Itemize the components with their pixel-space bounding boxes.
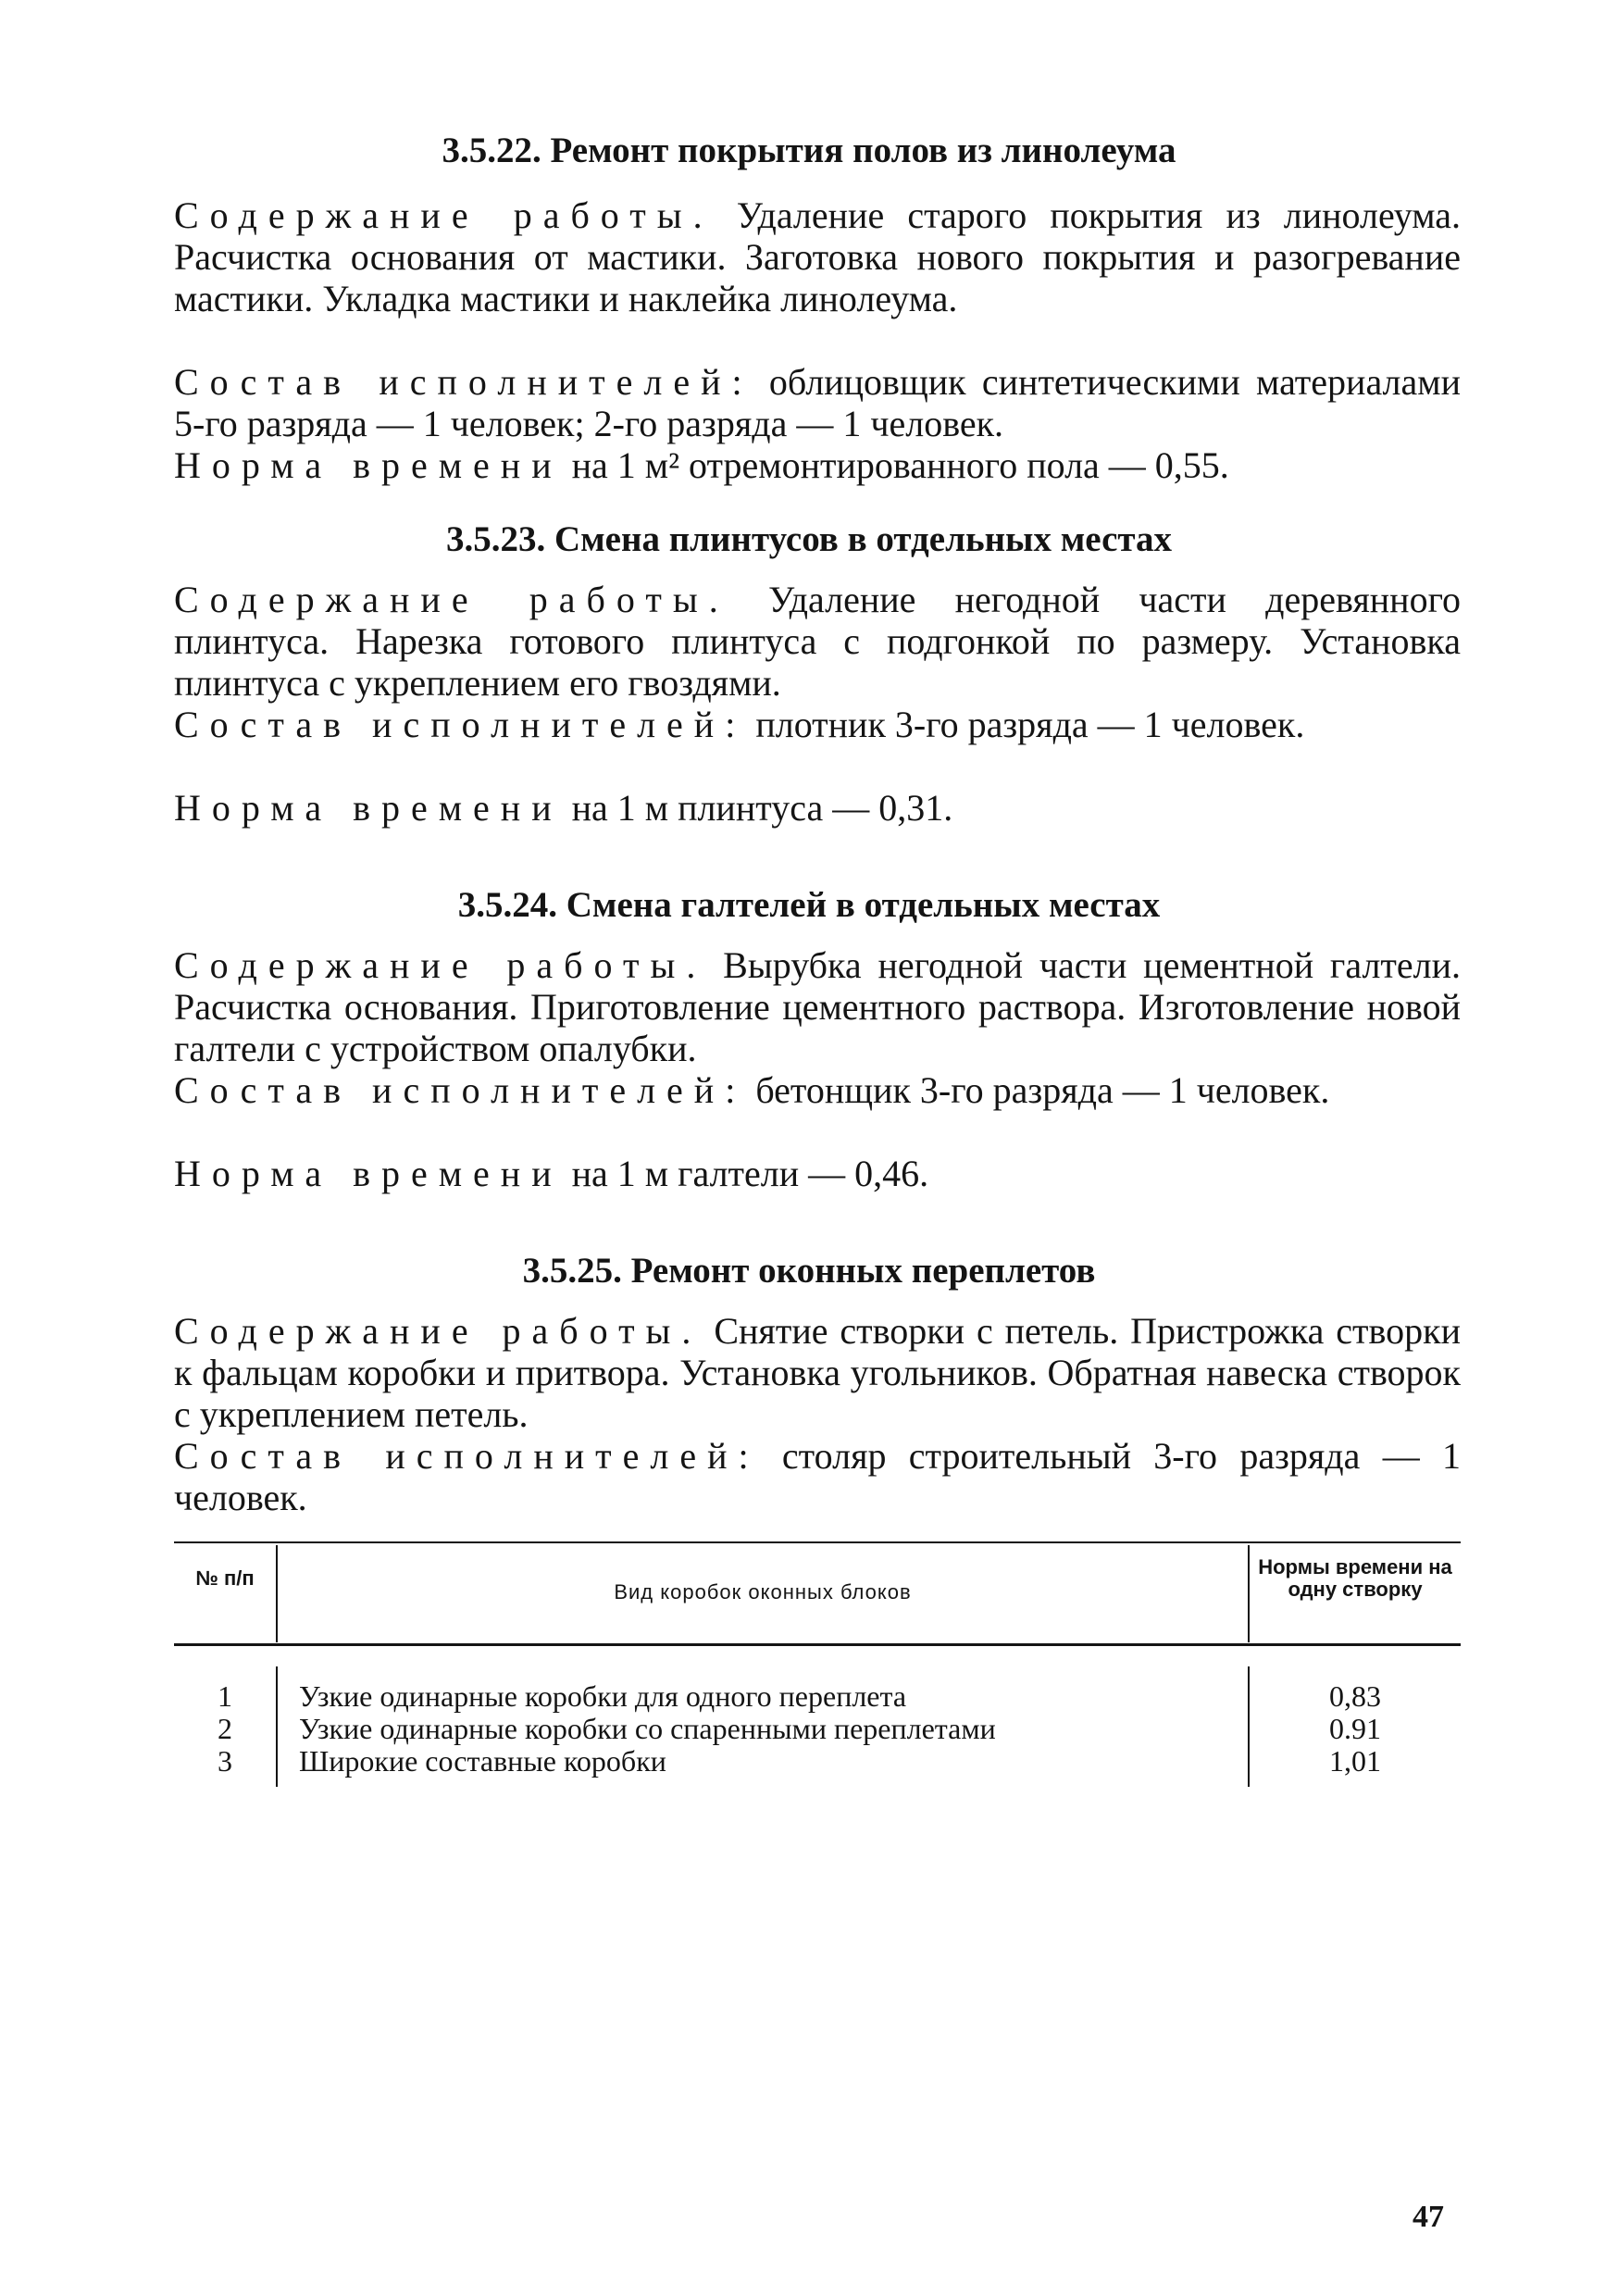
paragraph [174, 944, 1461, 1069]
paragraph-label: Норма времени [174, 1153, 563, 1194]
table-top-rule [174, 1541, 1461, 1543]
row-num: 2 [218, 1712, 232, 1745]
paragraph-text: Удаление негодной части деревянного плинтуса. Нарезка готового плинтуса с подгонкой по размеру. Установка плинтуса с укреплением его гвоздями. [174, 579, 1461, 704]
row-kind: Узкие одинарные коробки со спаренными переплетами [299, 1712, 996, 1745]
paragraph [174, 1310, 1461, 1435]
paragraph [174, 1435, 1461, 1518]
paragraph-label: Норма времени [174, 787, 563, 829]
paragraph [174, 361, 1461, 444]
paragraph-text: столяр строительный 3-го разряда — 1 человек. [174, 1435, 1461, 1518]
paragraph [174, 787, 1461, 829]
column-divider [276, 1666, 278, 1787]
paragraph-text: на 1 м галтели — 0,46. [562, 1153, 929, 1194]
paragraph-text: бетонщик 3-го разряда — 1 человек. [746, 1069, 1330, 1111]
norms-table [174, 1541, 1461, 1801]
paragraph-label: Содержание работы. [174, 1310, 703, 1352]
paragraph-label: Состав исполнителей: [174, 704, 747, 745]
paragraph [174, 704, 1461, 745]
paragraph-text: плотник 3-го разряда — 1 человек. [746, 704, 1305, 745]
row-num: 1 [218, 1679, 232, 1713]
header-kind: Вид коробок оконных блоков [614, 1580, 912, 1603]
paragraph-text: на 1 м² отремонтированного пола — 0,55. [562, 444, 1229, 486]
paragraph-label: Содержание работы. [174, 579, 729, 620]
paragraph-text: Вырубка негодной части цементной галтели. Расчистка основания. Приготовление цементного раствора. Изготовление новой галтели с устройством опалубки. [174, 944, 1462, 1069]
page-number: 47 [1413, 2200, 1444, 2234]
paragraph-label: Состав исполнителей: [174, 361, 753, 403]
paragraph-label: Содержание работы. [174, 194, 714, 236]
section-heading: 3.5.25. Ремонт оконных переплетов [522, 1251, 1096, 1291]
paragraph-text: Снятие створки с петель. Пристрожка створки к фальцам коробки и притвора. Установка угольников. Обратная навеска створок с укреплением петель. [174, 1310, 1461, 1435]
paragraph [174, 444, 1461, 486]
header-num: № п/п [195, 1566, 255, 1590]
paragraph-label: Норма времени [174, 444, 563, 486]
paragraph-text: Удаление старого покрытия из линолеума. Расчистка основания от мастики. Заготовка нового покрытия и разогревание мастики. Укладка мастики и наклейка линолеума. [174, 194, 1461, 319]
section-heading: 3.5.22. Ремонт покрытия полов из линолеума [442, 131, 1176, 170]
section-heading: 3.5.24. Смена галтелей в отдельных местах [457, 885, 1161, 925]
paragraph-label: Содержание работы. [174, 944, 707, 986]
row-kind: Узкие одинарные коробки для одного переплета [299, 1679, 907, 1713]
paragraph [174, 579, 1461, 704]
section-heading: 3.5.23. Смена плинтусов в отдельных местах [445, 519, 1173, 559]
row-norm: 0,83 [1329, 1679, 1381, 1713]
row-num: 3 [218, 1744, 232, 1778]
paragraph-label: Состав исполнителей: [174, 1069, 747, 1111]
row-kind: Широкие составные коробки [299, 1744, 666, 1778]
row-norm: 1,01 [1329, 1744, 1381, 1778]
paragraph [174, 1069, 1461, 1111]
paragraph [174, 194, 1461, 319]
paragraph-label: Состав исполнителей: [174, 1435, 760, 1477]
paragraph-text: на 1 м плинтуса — 0,31. [562, 787, 953, 829]
row-norm: 0.91 [1329, 1712, 1381, 1745]
paragraph-text: облицовщик синтетическими материалами 5-го разряда — 1 человек; 2-го разряда — 1 человек. [174, 361, 1461, 444]
paragraph [174, 1153, 1461, 1194]
table-header-rule [174, 1643, 1461, 1646]
header-norm: Нормы времени на одну створку [1258, 1555, 1452, 1601]
